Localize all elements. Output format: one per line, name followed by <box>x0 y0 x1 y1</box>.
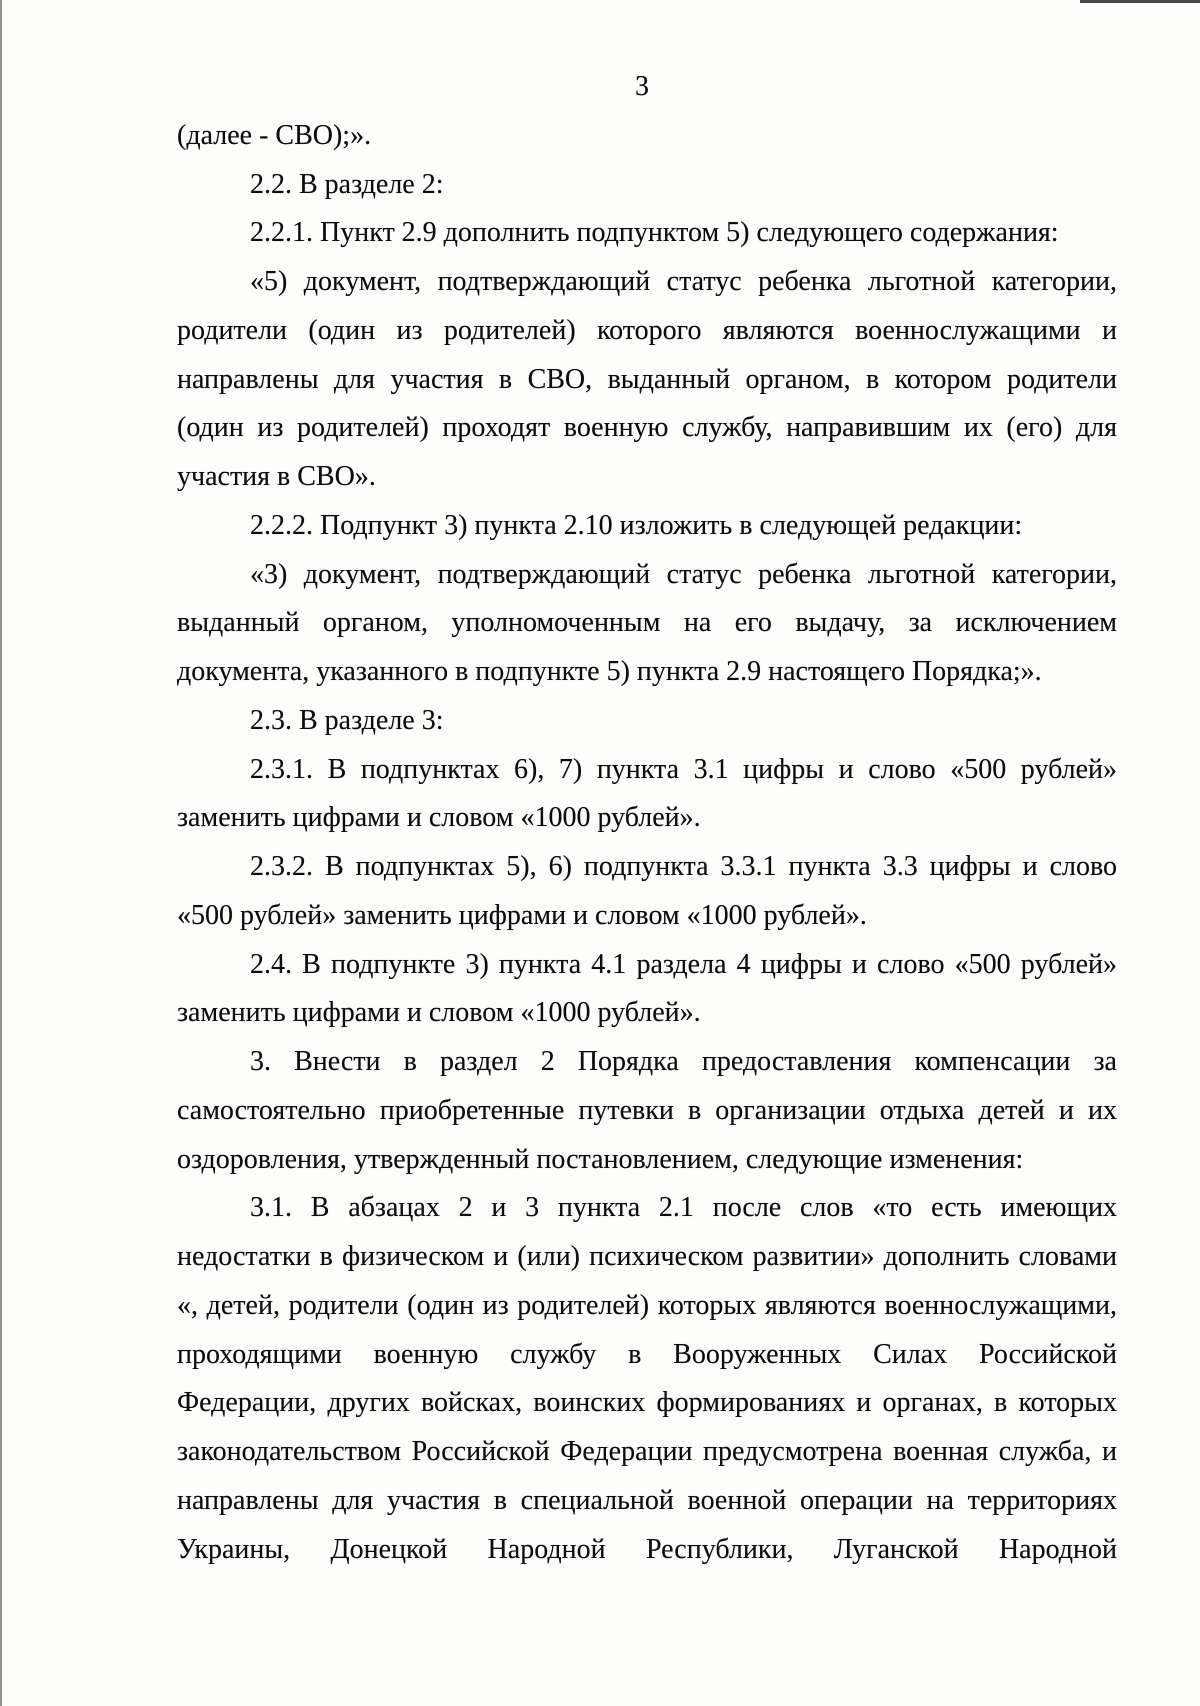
text-line: 2.3. В разделе 3: <box>250 704 444 736</box>
text-line: документа, указанного в подпункте 5) пункта 2.9 настоящего Порядка;». <box>177 656 1042 687</box>
text-line: недостатки в физическом и (или) психическом развитии» дополнить словами <box>177 1241 1117 1272</box>
text-line: Украины, Донецкой Народной Республики, Луганской Народной <box>177 1533 1117 1565</box>
paragraph-2-3-2 <box>177 843 1117 941</box>
text-line: 2.3.2. В подпунктах 5), 6) подпункта 3.3.1 пункта 3.3 цифры и слово <box>250 851 1117 882</box>
paragraph-3-1 <box>177 1184 1117 1574</box>
text-line: выданный органом, уполномоченным на его выдачу, за исключением <box>177 607 1117 639</box>
paragraph-quote-5 <box>177 258 1117 502</box>
text-line: «5) документ, подтверждающий статус ребенка льготной категории, <box>250 266 1117 297</box>
paragraph-2-3 <box>177 697 1117 746</box>
text-line: (один из родителей) проходят военную службу, направившим их (его) для <box>177 412 1117 444</box>
page-number: 3 <box>635 71 649 102</box>
text-line: (далее - СВО);». <box>177 119 372 151</box>
text-line: 2.4. В подпункте 3) пункта 4.1 раздела 4 цифры и слово «500 рублей» <box>250 948 1117 980</box>
text-line: 2.2.2. Подпункт 3) пункта 2.10 изложить в следующей редакции: <box>250 509 1023 541</box>
text-line: законодательством Российской Федерации предусмотрена военная служба, и <box>177 1436 1117 1467</box>
text-line: самостоятельно приобретенные путевки в организации отдыха детей и их <box>177 1094 1117 1126</box>
text-line: родители (один из родителей) которого являются военнослужащими и <box>177 314 1117 346</box>
text-line: 3.1. В абзацах 2 и 3 пункта 2.1 после слов «то есть имеющих <box>250 1192 1117 1224</box>
paragraph-2-2-1 <box>177 209 1117 258</box>
text-line: 2.3.1. В подпунктах 6), 7) пункта 3.1 цифры и слово «500 рублей» <box>250 753 1117 785</box>
paragraph-2-3-1 <box>177 746 1117 844</box>
text-line: «500 рублей» заменить цифрами и словом «1000 рублей». <box>177 899 867 931</box>
text-line: заменить цифрами и словом «1000 рублей». <box>177 802 701 834</box>
text-line: оздоровления, утвержденный постановлением, следующие изменения: <box>177 1143 1024 1175</box>
text-line: «3) документ, подтверждающий статус ребенка льготной категории, <box>250 558 1117 590</box>
paragraph-quote-3 <box>177 551 1117 697</box>
text-line: 2.2.1. Пункт 2.9 дополнить подпунктом 5) следующего содержания: <box>250 217 1059 249</box>
text-line: проходящими военную службу в Вооруженных Силах Российской <box>177 1338 1117 1370</box>
text-line: участия в СВО». <box>177 461 376 492</box>
document-body <box>177 63 1117 1574</box>
paragraph-2-2-2 <box>177 502 1117 551</box>
text-line: «, детей, родители (один из родителей) которых являются военнослужащими, <box>177 1289 1117 1321</box>
text-line: направлены для участия в СВО, выданный органом, в котором родители <box>177 363 1117 395</box>
paragraph-2-4 <box>177 941 1117 1039</box>
text-line: заменить цифрами и словом «1000 рублей». <box>177 997 701 1029</box>
paragraph-continuation <box>177 112 1117 161</box>
text-line: 3. Внести в раздел 2 Порядка предоставления компенсации за <box>250 1046 1117 1077</box>
text-line: 2.2. В разделе 2: <box>250 168 444 200</box>
scan-edge-top <box>1080 0 1200 3</box>
text-line: направлены для участия в специальной военной операции на территориях <box>177 1484 1117 1516</box>
paragraph-3 <box>177 1038 1117 1184</box>
text-line: Федерации, других войсках, воинских формированиях и органах, в которых <box>177 1387 1117 1419</box>
scan-edge-left <box>0 0 2 1706</box>
paragraph-2-2 <box>177 161 1117 210</box>
